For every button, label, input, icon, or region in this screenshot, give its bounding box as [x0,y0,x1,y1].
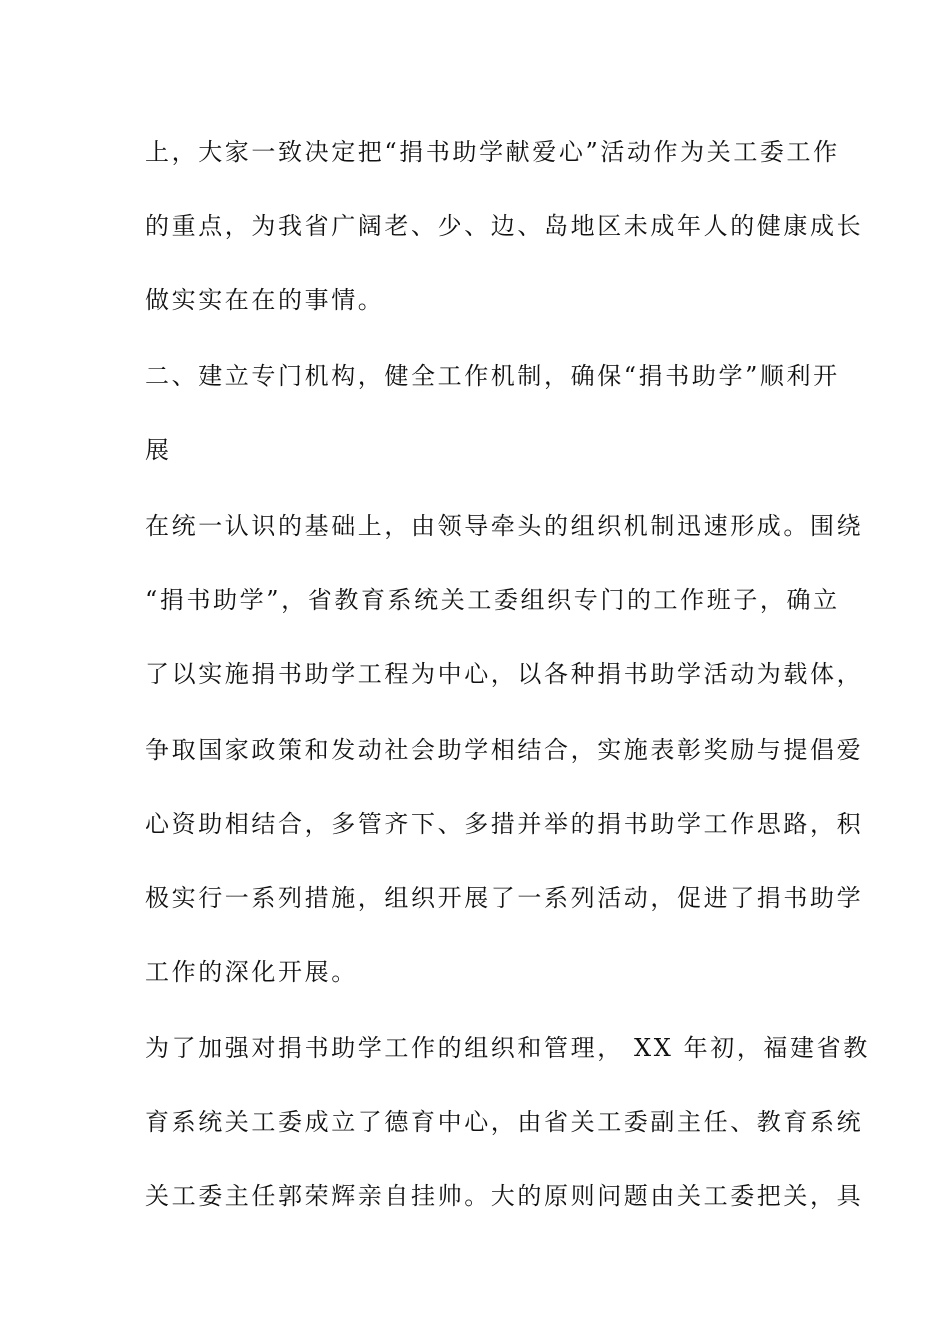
text-line: 心资助相结合，多管齐下、多措并举的捐书助学工作思路，积 [145,810,864,838]
text-line: 工作的深化开展。 [145,958,358,986]
text-line: “捐书助学”，省教育系统关工委组织专门的工作班子，确立 [145,586,840,614]
text-line: 关工委主任郭荣辉亲自挂帅。大的原则问题由关工委把关，具 [145,1182,864,1210]
text-line: 的重点，为我省广阔老、少、边、岛地区未成年人的健康成长 [145,212,864,240]
text-line: 极实行一系列措施，组织开展了一系列活动，促进了捐书助学 [145,884,864,912]
section-heading-line: 二、建立专门机构，健全工作机制，确保“捐书助学”顺利开 [145,362,840,390]
text-line: 上，大家一致决定把“捐书助学献爱心”活动作为关工委工作 [145,138,840,166]
text-line: 为了加强对捐书助学工作的组织和管理， XX 年初，福建省教 [145,1034,870,1062]
text-line: 了以实施捐书助学工程为中心，以各种捐书助学活动为载体， [145,660,864,688]
text-line: 做实实在在的事情。 [145,286,385,314]
section-heading-line: 展 [145,436,172,464]
text-line: 育系统关工委成立了德育中心，由省关工委副主任、教育系统 [145,1108,864,1136]
text-line: 争取国家政策和发动社会助学相结合，实施表彰奖励与提倡爱 [145,736,864,764]
text-line: 在统一认识的基础上，由领导牵头的组织机制迅速形成。围绕 [145,512,864,540]
